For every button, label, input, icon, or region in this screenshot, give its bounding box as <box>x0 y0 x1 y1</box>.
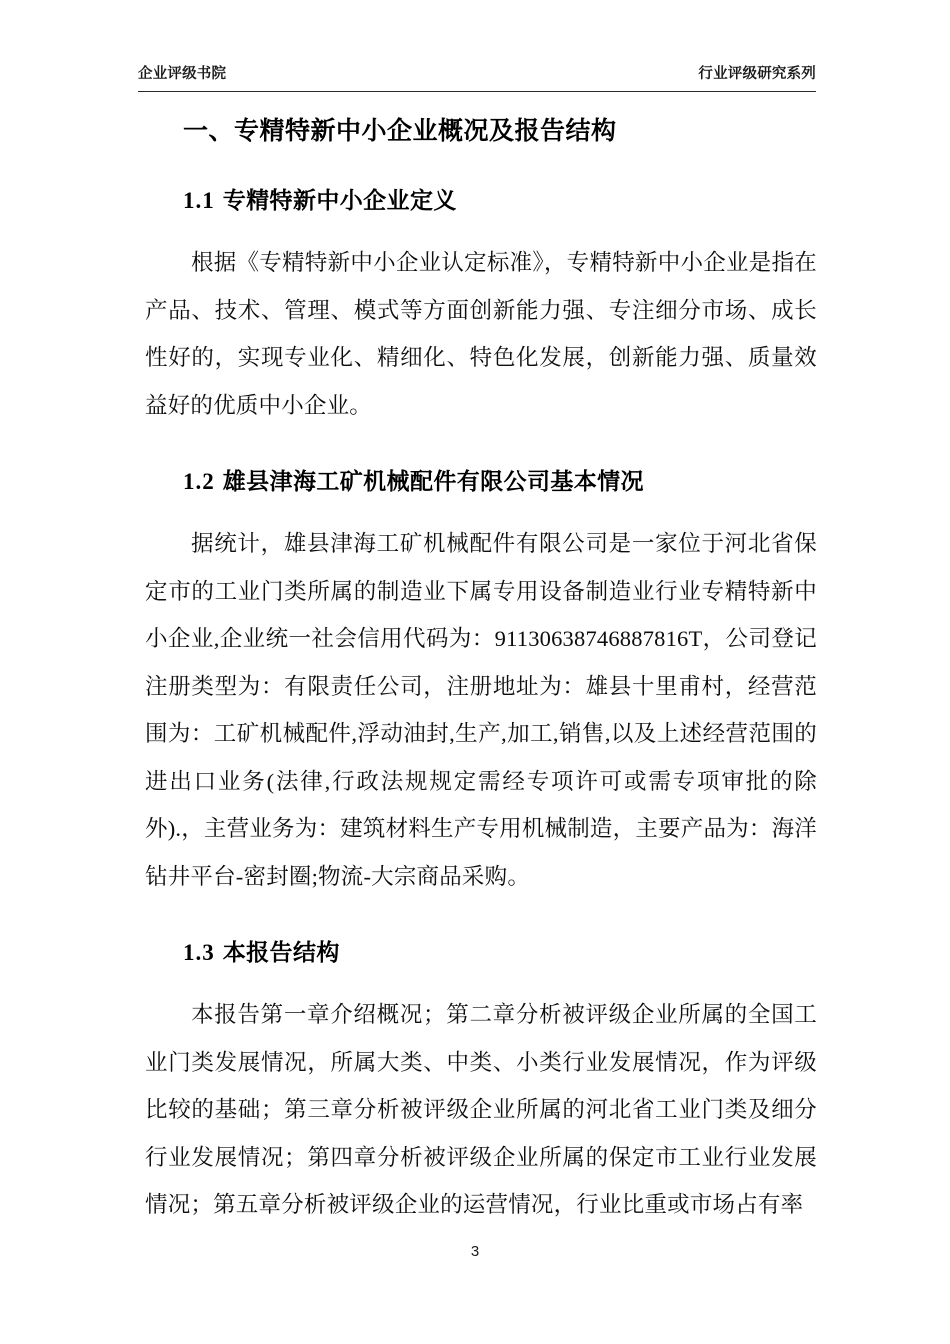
spacer <box>145 429 817 459</box>
header-right-text: 行业评级研究系列 <box>698 66 816 82</box>
document-body <box>145 108 817 1229</box>
running-header <box>138 62 816 83</box>
spacer <box>145 504 817 520</box>
header-divider <box>138 91 816 92</box>
subsection-label: 本报告结构 <box>222 939 340 965</box>
section-heading-1: 一、专精特新中小企业概况及报告结构 <box>183 117 617 145</box>
subsection-label: 雄县津海工矿机械配件有限公司基本情况 <box>222 468 644 494</box>
paragraph-1-1: 根据《专精特新中小企业认定标准》，专精特新中小企业是指在产品、技术、管理、模式等方面创新能力强、专注细分市场、成长性好的，实现专业化、精细化、特色化发展，创新能力强、质量效益好的优质中小企业。 <box>145 250 817 418</box>
subsection-label: 专精特新中小企业定义 <box>222 187 457 213</box>
paragraph-1-2: 据统计，雄县津海工矿机械配件有限公司是一家位于河北省保定市的工业门类所属的制造业下属专用设备制造业行业专精特新中小企业,企业统一社会信用代码为：91130638746887816T，公司登记注册类型为：有限责任公司，注册地址为：雄县十里甫村，经营范围为：工矿机械配件,浮动油封,生产,加工,销售,以及上述经营范围的进出口业务(法律,行政法规规定需经专项许可或需专项审批的除外).，主营业务为：建筑材料生产专用机械制造，主要产品为：海洋钻井平台-密封圈;物流-大宗商品采购。 <box>145 531 817 889</box>
spacer <box>145 900 817 930</box>
subsection-number: 1.2 <box>183 469 215 494</box>
subsection-number: 1.1 <box>183 188 215 213</box>
spacer <box>145 975 817 991</box>
subsection-heading-1-1 <box>145 178 817 223</box>
spacer <box>145 154 817 178</box>
header-left-text: 企业评级书院 <box>138 66 227 82</box>
paragraph-1-3: 本报告第一章介绍概况；第二章分析被评级企业所属的全国工业门类发展情况，所属大类、中类、小类行业发展情况，作为评级比较的基础；第三章分析被评级企业所属的河北省工业门类及细分行业发展情况；第四章分析被评级企业所属的保定市工业行业发展情况；第五章分析被评级企业的运营情况，行业比重或市场占有率 <box>145 1002 817 1217</box>
subsection-heading-1-2 <box>145 459 817 504</box>
subsection-heading-1-3 <box>145 930 817 975</box>
page-footer <box>0 1243 950 1260</box>
spacer <box>145 223 817 239</box>
subsection-number: 1.3 <box>183 940 215 965</box>
page-number: 3 <box>470 1243 480 1260</box>
